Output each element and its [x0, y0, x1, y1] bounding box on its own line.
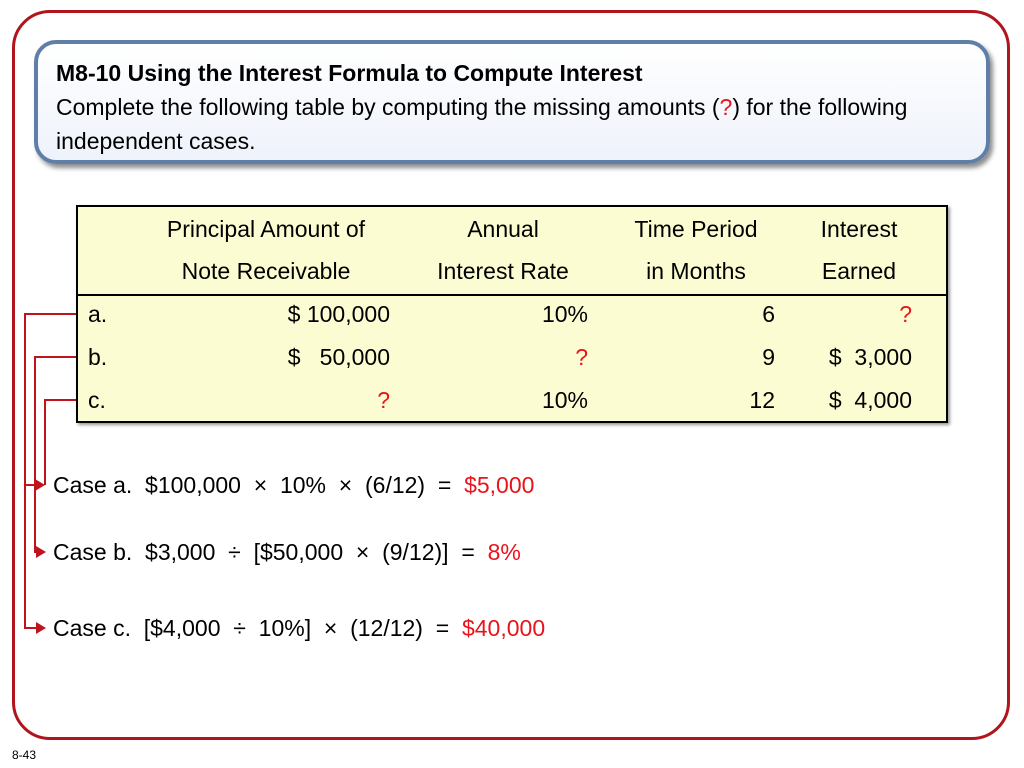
case-a-formula: Case a. $100,000 × 10% × (6/12) = [53, 472, 465, 498]
connector-vertical-a [24, 313, 26, 628]
header-principal-line1: Principal Amount of [166, 216, 366, 242]
connector-row-b [34, 356, 76, 358]
header-divider [78, 294, 946, 296]
connector-case-a-stub [26, 484, 36, 486]
page-number: 8-43 [12, 748, 37, 762]
header-time-line2: in Months [646, 258, 746, 284]
row-a-label: a. [88, 301, 108, 327]
arrow-case-c-icon [36, 622, 46, 634]
title-box [34, 40, 990, 164]
row-c-label: c. [88, 387, 106, 413]
header-time-line1: Time Period [634, 216, 758, 242]
row-c-rate: 10% [541, 387, 588, 413]
row-a-rate: 10% [541, 301, 588, 327]
arrow-case-b-icon [36, 546, 46, 558]
header-interest-line1: Interest [820, 216, 898, 242]
header-rate-line1: Annual [467, 216, 539, 242]
row-a-months: 6 [762, 301, 775, 327]
row-c-interest: $ 4,000 [828, 387, 912, 413]
case-c-formula: Case c. [$4,000 ÷ 10%] × (12/12) = [53, 615, 462, 641]
row-a-interest: ? [899, 301, 912, 327]
instruction-pre: Complete the following table by computing the missing amounts ( [56, 94, 720, 120]
row-b-principal: $ 50,000 [287, 344, 390, 370]
case-c-line [53, 613, 545, 643]
row-b-label: b. [88, 344, 108, 370]
connector-vertical-c [44, 399, 46, 485]
header-rate-line2: Interest Rate [437, 258, 569, 284]
row-c-months: 12 [749, 387, 775, 413]
connector-vertical-b [34, 356, 36, 552]
slide-title: M8-10 Using the Interest Formula to Compute Interest [56, 60, 643, 86]
row-a-principal: $ 100,000 [287, 301, 390, 327]
row-b-interest: $ 3,000 [828, 344, 912, 370]
header-principal-line2: Note Receivable [181, 258, 351, 284]
instruction-post: ) for the following independent cases. [56, 94, 908, 154]
case-b-line [53, 537, 521, 567]
header-interest-line2: Earned [821, 258, 897, 284]
connector-row-c [44, 399, 76, 401]
case-b-formula: Case b. $3,000 ÷ [$50,000 × (9/12)] = [53, 539, 488, 565]
case-c-answer: $40,000 [461, 615, 546, 641]
interest-table [76, 205, 948, 423]
instruction-question-mark: ? [719, 94, 733, 120]
row-b-rate: ? [575, 344, 588, 370]
instruction-text [56, 94, 907, 154]
arrow-case-a-icon [35, 479, 45, 491]
connector-row-a [24, 313, 76, 315]
case-a-line [53, 470, 534, 500]
row-b-months: 9 [762, 344, 775, 370]
case-b-answer: 8% [487, 539, 521, 565]
case-a-answer: $5,000 [464, 472, 535, 498]
row-c-principal: ? [377, 387, 390, 413]
